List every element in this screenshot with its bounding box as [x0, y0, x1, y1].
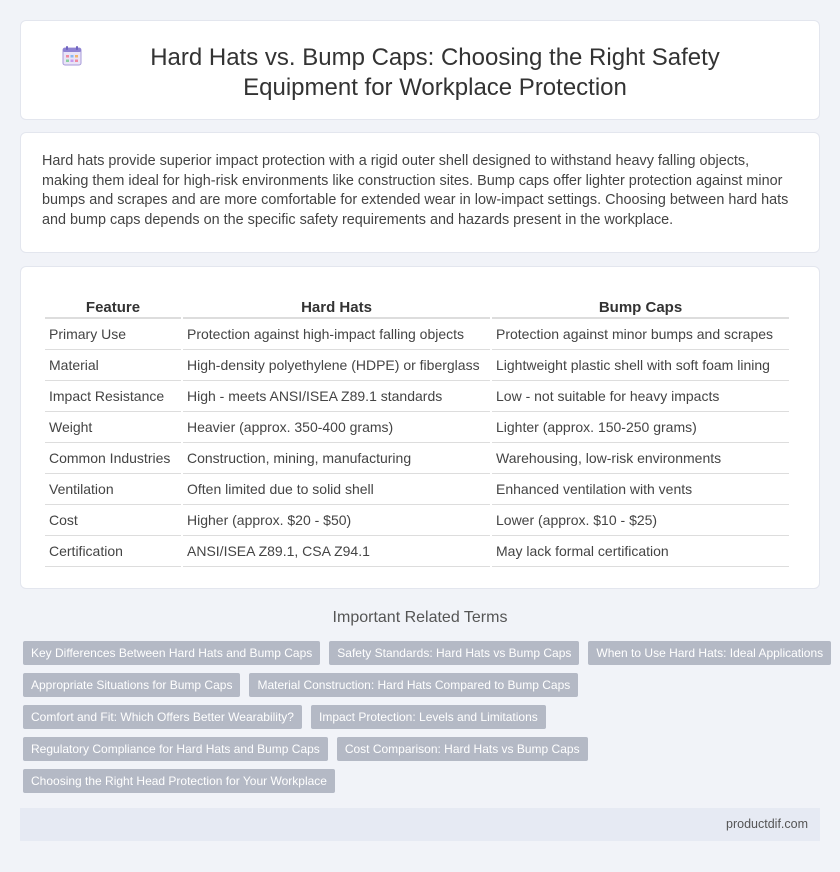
- row-feature: Cost: [45, 505, 181, 536]
- table-row: [45, 319, 789, 350]
- row-bump-caps: Low - not suitable for heavy impacts: [492, 381, 789, 412]
- row-hard-hats: Heavier (approx. 350-400 grams): [183, 412, 490, 443]
- comparison-table: [43, 297, 791, 567]
- header-feature: Feature: [45, 297, 181, 319]
- table-row: [45, 474, 789, 505]
- row-feature: Weight: [45, 412, 181, 443]
- title-card: [20, 20, 820, 120]
- table-row: [45, 536, 789, 567]
- table-row: [45, 381, 789, 412]
- row-hard-hats: Often limited due to solid shell: [183, 474, 490, 505]
- tag-link[interactable]: Regulatory Compliance for Hard Hats and Bump Caps: [23, 737, 328, 761]
- comparison-card: [20, 266, 820, 589]
- row-bump-caps: Lightweight plastic shell with soft foam lining: [492, 350, 789, 381]
- tag-row: [23, 737, 823, 761]
- row-hard-hats: Protection against high-impact falling objects: [183, 319, 490, 350]
- header-bump-caps: Bump Caps: [492, 297, 789, 319]
- tag-link[interactable]: Key Differences Between Hard Hats and Bump Caps: [23, 641, 320, 665]
- footer-site: productdif.com: [726, 817, 808, 831]
- table-row: [45, 505, 789, 536]
- row-bump-caps: May lack formal certification: [492, 536, 789, 567]
- tag-link[interactable]: Impact Protection: Levels and Limitations: [311, 705, 546, 729]
- row-bump-caps: Lighter (approx. 150-250 grams): [492, 412, 789, 443]
- row-bump-caps: Protection against minor bumps and scrapes: [492, 319, 789, 350]
- intro-card: [20, 132, 820, 253]
- header-hard-hats: Hard Hats: [183, 297, 490, 319]
- footer: [20, 808, 820, 841]
- tag-link[interactable]: Comfort and Fit: Which Offers Better Wearability?: [23, 705, 302, 729]
- row-bump-caps: Enhanced ventilation with vents: [492, 474, 789, 505]
- tag-link[interactable]: Material Construction: Hard Hats Compared to Bump Caps: [249, 673, 578, 697]
- tag-link[interactable]: Appropriate Situations for Bump Caps: [23, 673, 240, 697]
- row-feature: Certification: [45, 536, 181, 567]
- tag-link[interactable]: Safety Standards: Hard Hats vs Bump Caps: [329, 641, 579, 665]
- tag-link[interactable]: When to Use Hard Hats: Ideal Applications: [588, 641, 831, 665]
- tag-row: [23, 705, 823, 729]
- row-bump-caps: Warehousing, low-risk environments: [492, 443, 789, 474]
- tag-row: [23, 673, 823, 697]
- tag-link[interactable]: Cost Comparison: Hard Hats vs Bump Caps: [337, 737, 588, 761]
- row-hard-hats: High - meets ANSI/ISEA Z89.1 standards: [183, 381, 490, 412]
- table-row: [45, 350, 789, 381]
- table-row: [45, 412, 789, 443]
- intro-paragraph: Hard hats provide superior impact protection with a rigid outer shell designed to withstand heavy falling objects, making them ideal for high-risk environments like construction sites. Bump caps offer lighter protection against minor bumps and scrapes and are more comfortable for extended wear in low-impact settings. Choosing between hard hats and bump caps depends on the specific safety requirements and hazards present in the workplace.: [42, 153, 789, 228]
- row-feature: Impact Resistance: [45, 381, 181, 412]
- row-hard-hats: High-density polyethylene (HDPE) or fiberglass: [183, 350, 490, 381]
- row-bump-caps: Lower (approx. $10 - $25): [492, 505, 789, 536]
- tag-link[interactable]: Choosing the Right Head Protection for Your Workplace: [23, 769, 335, 793]
- title-wrap: [21, 43, 819, 103]
- table-header-row: [45, 297, 789, 319]
- related-terms-title: Important Related Terms: [332, 609, 508, 626]
- row-hard-hats: Higher (approx. $20 - $50): [183, 505, 490, 536]
- calendar-grid-icon: [61, 45, 83, 67]
- row-feature: Ventilation: [45, 474, 181, 505]
- row-hard-hats: Construction, mining, manufacturing: [183, 443, 490, 474]
- page-title: Hard Hats vs. Bump Caps: Choosing the Right Safety Equipment for Workplace Protection: [150, 44, 720, 101]
- row-feature: Material: [45, 350, 181, 381]
- table-row: [45, 443, 789, 474]
- related-terms-list: [23, 641, 823, 801]
- row-feature: Primary Use: [45, 319, 181, 350]
- row-feature: Common Industries: [45, 443, 181, 474]
- tag-row: [23, 769, 823, 793]
- tag-row: [23, 641, 823, 665]
- row-hard-hats: ANSI/ISEA Z89.1, CSA Z94.1: [183, 536, 490, 567]
